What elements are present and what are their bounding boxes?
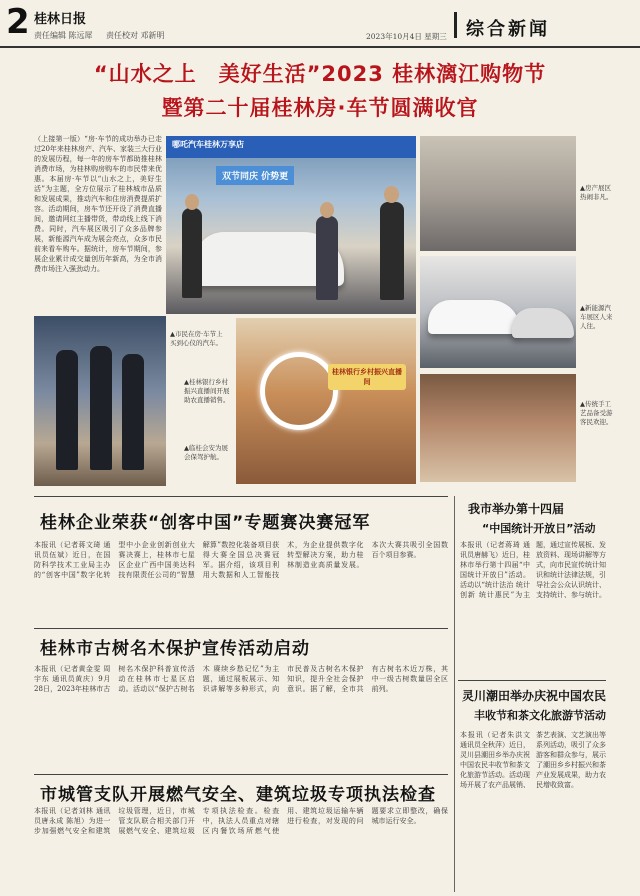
- article-title-stats-line1: 我市举办第十四届: [468, 502, 565, 516]
- police-officer-icon: [122, 354, 144, 470]
- article-body-gas-safety: 本报讯（记者刘林 通讯员唐永成 陈旭）为进一步加强燃气安全和建筑垃圾管理，近日，市城管支队联合相关部门开展燃气安全、建筑垃圾专项执法检查。检查中，执法人员重点对辖区内餐饮场所燃气使用、建筑垃圾运输车辆进行检查，对发现的问题要求立即整改，确保城市运行安全。: [34, 807, 448, 835]
- article-title-harvest-line1: 灵川潮田举办庆祝中国农民: [462, 689, 607, 703]
- article-title-chuangke: 桂林企业荣获“创客中国”专题赛决赛冠军: [40, 513, 371, 533]
- article-title-gas-safety: 市城管支队开展燃气安全、建筑垃圾专项执法检查: [40, 785, 436, 805]
- photo-property-hall: [420, 136, 576, 251]
- section-divider: [454, 12, 457, 38]
- police-officer-icon: [56, 350, 78, 470]
- livestream-sign: 桂林银行乡村振兴直播间: [328, 364, 406, 390]
- newspaper-logo: 桂林日报: [34, 12, 87, 27]
- photo-livestream-studio: [236, 318, 416, 484]
- lead-headline-line1: “山水之上 美好生活”2023 桂林漓江购物节: [93, 62, 547, 86]
- person-icon: [380, 202, 404, 300]
- article-body-trees: 本报讯（记者黄金雯 周宇东 通讯员黄庆）9月28日，2023年桂林市古树名木保护科普宣传活动在桂林市七星区启动。活动以“保护古树名木 赓续乡愁记忆”为主题，通过展板展示、知识讲解等多种形式，向市民普及古树名木保护知识，提升全社会保护意识。据了解，全市共有古树名木近万株，其中一级古树数量居全区前列。: [34, 665, 448, 693]
- person-icon: [316, 216, 338, 300]
- car-icon: [512, 308, 574, 338]
- ring-light-icon: [260, 352, 338, 430]
- person-icon: [182, 208, 202, 298]
- article-body-harvest: 本报讯（记者朱洪文 通讯员全秋萍）近日，灵川县潮田乡举办庆祝中国农民丰收节和茶文化旅游节活动。活动现场开展了农产品展销、茶艺表演、文艺演出等系列活动，吸引了众多游客和群众参与，展示了潮田乡乡村振兴和茶产业发展成果，助力农民增收致富。: [460, 731, 606, 789]
- article-title-trees: 桂林市古树名木保护宣传活动启动: [40, 639, 310, 659]
- promo-sign: 双节同庆 价势更: [216, 166, 294, 185]
- issue-date: 2023年10月4日 星期三: [366, 32, 447, 41]
- page-header: [0, 0, 640, 48]
- caption-new-energy-cars: ▲新能源汽车展区人来人往。: [580, 304, 613, 330]
- caption-handicrafts: ▲传统手工艺品备受游客民欢迎。: [580, 400, 613, 426]
- person-head-icon: [320, 202, 334, 218]
- column-divider: [454, 496, 455, 892]
- showroom-banner: 哪吒汽车桂林万享店: [166, 136, 416, 158]
- car-icon: [428, 300, 520, 334]
- police-officer-icon: [90, 346, 112, 470]
- photo-police-patrol: [34, 316, 166, 486]
- lead-article-body: （上接第一版）“房·车节的成功举办已走过20年来桂林房产、汽车、家装三大行业的发展历程，每一年的房车节都助推桂林消费市场，为桂林购房购车的市民带来优惠。本届房·车节以“山水之上，美好生活”为主题，全方位展示了桂林城市品质和发展成果，推动汽车和住房消费提质扩容。活动期间，房车节还开设了消费直播间，邀请网红主播带货，带动线上线下消费。同时，汽车展区吸引了众多品牌参展，新能源汽车成为展会亮点，众多市民前来看车购车。据统计，房车节期间，参展企业累计成交量创历年新高，为全市消费市场注入强劲动力。: [34, 135, 162, 273]
- section-rule: [34, 496, 448, 497]
- article-body-chuangke: 本报讯（记者蒋文琦 通讯员伍斌）近日，在国防科学技术工业局主办的“创客中国”数字化转型中小企业创新创业大赛决赛上，桂林市七星区企业广西中国美达科技有限责任公司的“智慧解算”数控化装备项目获得大赛全国总决赛冠军。据介绍，该项目利用大数据和人工智能技术，为企业提供数字化转型解决方案，助力桂林制造业高质量发展。本次大赛共吸引全国数百个项目参赛。: [34, 541, 448, 579]
- caption-property-hall: ▲房产展区热闹非凡。: [580, 184, 613, 201]
- caption-police-support: ▲临桂会安为展会保驾护航。: [184, 444, 228, 461]
- lead-headline-line2: 暨第二十届桂林房·车节圆满收官: [161, 96, 479, 120]
- page-number: 2: [6, 2, 30, 42]
- editor-credit: 责任编辑 陈远犀: [34, 31, 93, 40]
- photo-handicrafts: [420, 374, 576, 482]
- section-rule: [34, 774, 448, 775]
- photo-new-energy-cars: [420, 256, 576, 368]
- article-title-harvest-line2: 丰收节和茶文化旅游节活动: [474, 709, 606, 722]
- article-body-stats: 本报讯（记者蒋琦 通讯员唐赫飞）近日，桂林市举行第十四届“中国统计开放日”活动。活动以“统计法治 统计创新 统计惠民”为主题，通过宣传展板、发放资料、现场讲解等方式，向市民宣传统计知识和统计法律法规，引导社会公众认识统计、支持统计、参与统计。: [460, 541, 606, 599]
- section-rule: [34, 628, 448, 629]
- section-rule: [458, 680, 606, 681]
- caption-police-patrol: ▲市民在房·车节上买到心仪的汽车。: [170, 330, 223, 347]
- article-title-stats-line2: “中国统计开放日”活动: [482, 522, 596, 535]
- section-title: 综合新闻: [466, 19, 550, 40]
- person-head-icon: [185, 194, 199, 210]
- caption-live-broadcast: ▲桂林银行乡村振兴直播间开展助农直播销售。: [184, 378, 230, 404]
- checker-credit: 责任校对 邓新明: [106, 31, 165, 40]
- person-head-icon: [384, 186, 399, 203]
- photo-car-showroom: [166, 136, 416, 314]
